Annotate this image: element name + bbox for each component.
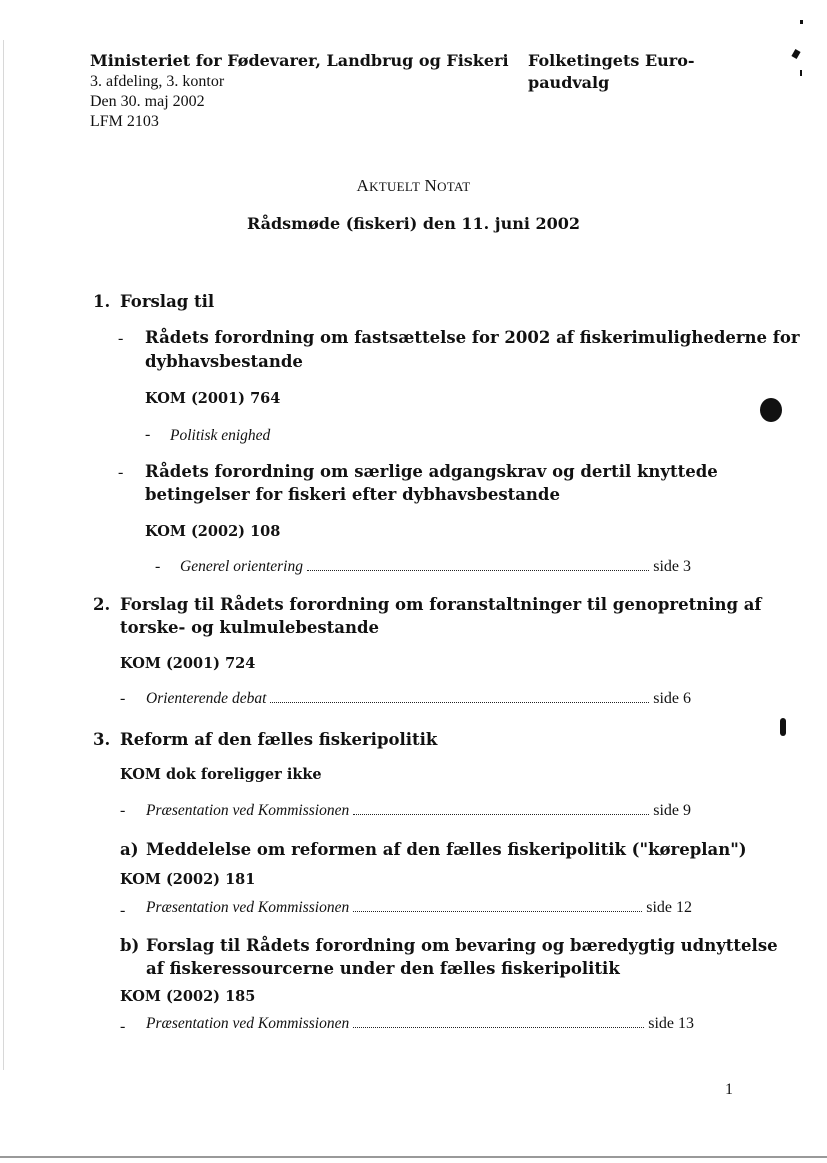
item-3-page: side 9	[653, 802, 691, 819]
scan-mark-dot	[800, 20, 803, 24]
item-3a-status-dash: -	[120, 902, 126, 919]
item-3-number: 3.	[93, 730, 111, 749]
item-3b-line-2: af fiskeressourcerne under den fælles fiskeripolitik	[146, 959, 620, 978]
item-3-status: Præsentation ved Kommissionen	[146, 802, 350, 819]
item-1-1-line-1: Rådets forordning om fastsættelse for 2002 af fiskerimulighederne for	[145, 328, 800, 347]
item-3a-page: side 12	[646, 899, 692, 916]
item-3b-line-1: Forslag til Rådets forordning om bevaring og bæredygtig udnyttelse	[146, 936, 778, 955]
item-3a-label: a)	[120, 840, 139, 859]
punch-hole-mark	[760, 398, 782, 422]
item-1-1-dash: -	[118, 330, 124, 347]
item-1-number: 1.	[93, 292, 111, 311]
punch-hole-mark	[780, 718, 786, 736]
item-2-line-1: Forslag til Rådets forordning om foranstaltninger til genopretning af	[120, 595, 762, 614]
item-1-2-kom: KOM (2002) 108	[145, 523, 281, 540]
toc-entry-item-3	[146, 801, 691, 821]
letter-date: Den 30. maj 2002	[90, 93, 205, 110]
department: 3. afdeling, 3. kontor	[90, 73, 225, 90]
item-2-page: side 6	[653, 690, 691, 707]
page-number: 1	[725, 1081, 733, 1098]
ministry-name: Ministeriet for Fødevarer, Landbrug og Fiskeri	[90, 51, 509, 70]
item-3b-kom: KOM (2002) 185	[120, 988, 256, 1005]
item-1-heading: Forslag til	[120, 292, 215, 311]
item-3b-page: side 13	[648, 1015, 694, 1032]
item-1-2-page: side 3	[653, 558, 691, 575]
item-3-status-dash: -	[120, 802, 126, 819]
item-3-heading: Reform af den fælles fiskeripolitik	[120, 730, 438, 749]
recipient-line-2: paudvalg	[528, 73, 610, 92]
item-2-line-2: torske- og kulmulebestande	[120, 618, 380, 637]
item-2-status: Orienterende debat	[146, 690, 267, 707]
item-3b-label: b)	[120, 936, 140, 955]
toc-entry-item-3b	[146, 1014, 694, 1034]
dot-leader	[353, 814, 649, 815]
item-3a-status: Præsentation ved Kommissionen	[146, 899, 350, 916]
item-3b-status-dash: -	[120, 1018, 126, 1035]
item-1-2-status: Generel orientering	[180, 558, 303, 575]
item-1-1-status: Politisk enighed	[170, 427, 271, 444]
meeting-subtitle: Rådsmøde (fiskeri) den 11. juni 2002	[246, 214, 581, 233]
item-3a-kom: KOM (2002) 181	[120, 871, 256, 888]
item-3b-status: Præsentation ved Kommissionen	[146, 1015, 350, 1032]
item-1-2-line-1: Rådets forordning om særlige adgangskrav og dertil knyttede	[145, 462, 718, 481]
item-1-2-line-2: betingelser for fiskeri efter dybhavsbestande	[145, 485, 560, 504]
item-1-1-line-2: dybhavsbestande	[145, 352, 303, 371]
item-2-kom: KOM (2001) 724	[120, 655, 256, 672]
dot-leader	[270, 702, 649, 703]
item-3-kom: KOM dok foreligger ikke	[120, 766, 322, 783]
item-1-1-status-dash: -	[145, 426, 151, 443]
item-1-2-dash: -	[118, 464, 124, 481]
dot-leader	[353, 1027, 644, 1028]
document-title: AKTUELT NOTAT	[356, 176, 471, 195]
scan-mark-dot	[791, 49, 800, 59]
item-2-status-dash: -	[120, 690, 126, 707]
toc-entry-item-1-2	[180, 557, 691, 577]
item-3a-heading: Meddelelse om reformen af den fælles fiskeripolitik ("køreplan")	[146, 840, 747, 859]
item-1-1-kom: KOM (2001) 764	[145, 390, 281, 407]
dot-leader	[307, 570, 649, 571]
item-2-number: 2.	[93, 595, 111, 614]
toc-entry-item-3a	[146, 898, 692, 918]
scan-bottom-edge	[0, 1156, 827, 1158]
reference-number: LFM 2103	[90, 113, 159, 130]
scan-mark-dot	[800, 70, 802, 76]
recipient-line-1: Folketingets Euro-	[528, 51, 695, 70]
toc-entry-item-2	[146, 689, 691, 709]
dot-leader	[353, 911, 642, 912]
item-1-2-status-dash: -	[155, 558, 161, 575]
